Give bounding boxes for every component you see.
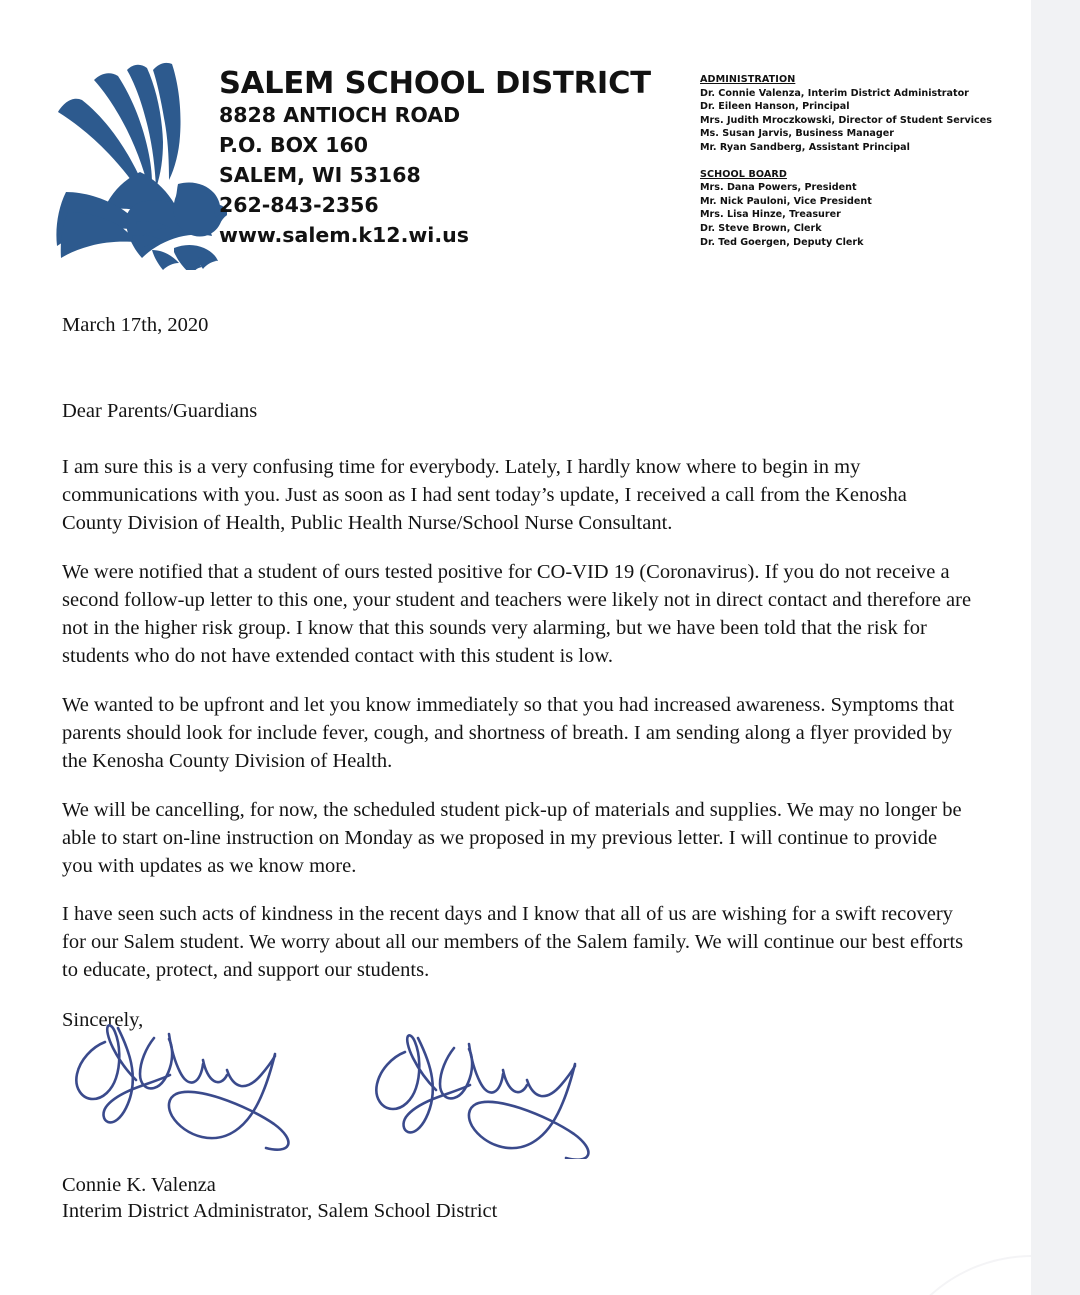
letter-date: March 17th, 2020	[62, 314, 209, 336]
school-board-member: Mrs. Dana Powers, President	[700, 182, 857, 194]
phone-number: 262-843-2356	[219, 193, 379, 218]
letter-paragraph: We wanted to be upfront and let you know immediately so that you had increased awareness. Symptoms that parents should look for include fever, cough, and shortness of breath. I am sending along a flyer provided by the Kenosha County Division of Health.	[62, 693, 955, 772]
administration-member: Dr. Connie Valenza, Interim District Administrator	[700, 87, 969, 99]
letter-closing: Sincerely,	[62, 1008, 144, 1031]
signer-title: Interim District Administrator, Salem School District	[62, 1200, 498, 1223]
salem-eagle-logo-icon	[52, 52, 227, 270]
administration-member: Mr. Ryan Sandberg, Assistant Principal	[700, 142, 910, 154]
letter-paragraph: I am sure this is a very confusing time for everybody. Lately, I hardly know where to begin in my communications with you. Just as soon as I had sent today’s update, I received a call from the Kenosha County Division of Health, Public Health Nurse/School Nurse Consultant.	[62, 456, 907, 535]
handwritten-signature	[58, 1004, 358, 1159]
letter-paragraph: I have seen such acts of kindness in the recent days and I know that all of us are wishing for a swift recovery for our Salem student. We worry about all our members of the Salem family. We will continue our best efforts to educate, protect, and support our students.	[62, 903, 964, 982]
signer-name: Connie K. Valenza	[62, 1174, 216, 1196]
masthead	[219, 66, 649, 251]
school-board-group	[700, 168, 1000, 250]
signoff-block	[62, 1172, 762, 1224]
administration-member: Dr. Eileen Hanson, Principal	[700, 101, 850, 113]
school-board-member: Mrs. Lisa Hinze, Treasurer	[700, 209, 841, 221]
school-board-heading: SCHOOL BOARD	[700, 168, 787, 180]
administration-member: Ms. Susan Jarvis, Business Manager	[700, 128, 895, 140]
administration-member: Mrs. Judith Mroczkowski, Director of Student Services	[700, 114, 992, 126]
address-line-2: P.O. BOX 160	[219, 133, 369, 158]
address-line-1: 8828 ANTIOCH ROAD	[219, 103, 461, 128]
contacts-column	[700, 73, 1000, 249]
letter-body	[62, 313, 972, 1033]
letterhead	[0, 0, 1031, 285]
school-board-member: Dr. Ted Goergen, Deputy Clerk	[700, 236, 864, 248]
administration-heading: ADMINISTRATION	[700, 74, 796, 85]
signature-block	[58, 1004, 658, 1159]
administration-group	[700, 73, 1000, 155]
page-watermark-arc	[880, 1255, 1031, 1295]
letter-paragraph: We were notified that a student of ours tested positive for CO-VID 19 (Coronavirus). If you do not receive a second follow-up letter to this one, your student and teachers were likely not in direct contact and therefore are not in the higher risk group. I know that this sounds very alarming, but we have been told that the risk for students who do not have extended contact with this student is low.	[62, 560, 972, 668]
letter-paragraph: We will be cancelling, for now, the scheduled student pick-up of materials and supplies. We may no longer be able to start on-line instruction on Monday as we proposed in my previous letter. I will continue to provide you with updates as we know more.	[62, 798, 962, 877]
website-url[interactable]: www.salem.k12.wi.us	[219, 223, 469, 248]
school-board-member: Dr. Steve Brown, Clerk	[700, 223, 822, 235]
district-name: SALEM SCHOOL DISTRICT	[219, 66, 651, 101]
handwritten-signature	[358, 1004, 658, 1159]
address-line-3: SALEM, WI 53168	[219, 163, 421, 188]
letter-salutation: Dear Parents/Guardians	[62, 399, 258, 422]
school-board-member: Mr. Nick Pauloni, Vice President	[700, 195, 872, 207]
